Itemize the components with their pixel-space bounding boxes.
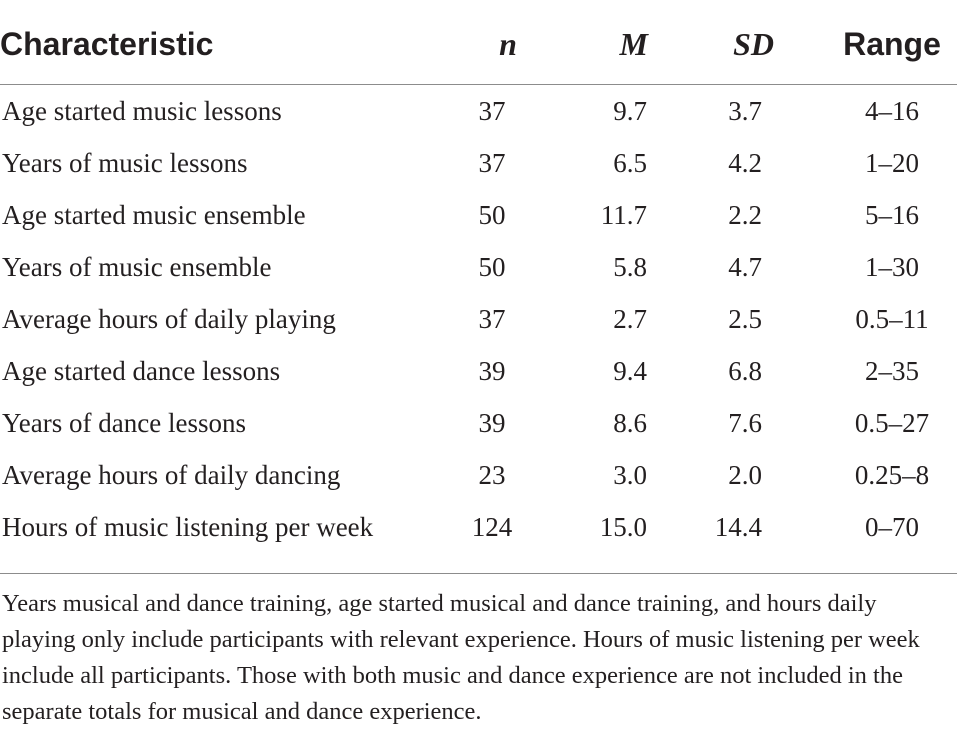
cell-m: 3.0 xyxy=(613,460,647,490)
cell-range: 0.5–27 xyxy=(854,408,930,438)
cell-characteristic: Years of dance lessons xyxy=(2,408,246,438)
table-row xyxy=(0,345,957,397)
cell-characteristic: Average hours of daily playing xyxy=(2,304,336,334)
cell-sd: 14.4 xyxy=(714,512,762,542)
cell-sd: 2.0 xyxy=(728,460,762,490)
cell-range: 5–16 xyxy=(865,200,919,230)
cell-n: 37 xyxy=(478,96,506,126)
table-row xyxy=(0,397,957,449)
cell-n: 23 xyxy=(478,460,506,490)
table-header xyxy=(0,0,957,85)
table-body xyxy=(0,85,957,553)
cell-m: 11.7 xyxy=(600,200,647,230)
table-row xyxy=(0,85,957,137)
table-row xyxy=(0,189,957,241)
cell-m: 9.4 xyxy=(613,356,647,386)
cell-n: 39 xyxy=(478,356,506,386)
table-row xyxy=(0,293,957,345)
cell-characteristic: Years of music ensemble xyxy=(2,252,272,282)
table-footnote: Years musical and dance training, age started musical and dance training, and hours daily playing only include participants with relevant experience. Hours of music listening per week include all participants. Those with both music and dance experience are not included in the separate totals for musical and dance experience. xyxy=(2,590,920,725)
cell-range: 0.5–11 xyxy=(855,304,929,334)
cell-range: 2–35 xyxy=(865,356,919,386)
cell-range: 1–30 xyxy=(865,252,919,282)
cell-characteristic: Age started music ensemble xyxy=(2,200,306,230)
cell-m: 2.7 xyxy=(613,304,647,334)
cell-characteristic: Years of music lessons xyxy=(2,148,248,178)
cell-m: 15.0 xyxy=(599,512,647,542)
table-row xyxy=(0,241,957,293)
cell-n: 50 xyxy=(478,200,506,230)
header-range: Range xyxy=(843,26,941,62)
cell-sd: 2.2 xyxy=(728,200,762,230)
table-bottom-rule xyxy=(0,573,957,574)
header-sd: SD xyxy=(733,26,774,62)
cell-sd: 4.7 xyxy=(728,252,762,282)
cell-range: 0–70 xyxy=(865,512,919,542)
cell-characteristic: Average hours of daily dancing xyxy=(2,460,341,490)
cell-range: 1–20 xyxy=(865,148,919,178)
cell-m: 5.8 xyxy=(613,252,647,282)
cell-sd: 6.8 xyxy=(728,356,762,386)
table-row xyxy=(0,501,957,553)
cell-range: 0.25–8 xyxy=(854,460,930,490)
cell-n: 37 xyxy=(478,304,506,334)
cell-sd: 2.5 xyxy=(728,304,762,334)
header-m: M xyxy=(619,26,648,62)
table-row xyxy=(0,137,957,189)
cell-characteristic: Age started music lessons xyxy=(2,96,282,126)
cell-sd: 7.6 xyxy=(728,408,762,438)
cell-range: 4–16 xyxy=(865,96,919,126)
cell-m: 6.5 xyxy=(613,148,647,178)
table-row xyxy=(0,449,957,501)
cell-n: 37 xyxy=(478,148,506,178)
cell-m: 9.7 xyxy=(613,96,647,126)
header-n: n xyxy=(499,26,517,62)
cell-sd: 4.2 xyxy=(728,148,762,178)
cell-sd: 3.7 xyxy=(728,96,762,126)
cell-m: 8.6 xyxy=(613,408,647,438)
cell-n: 50 xyxy=(478,252,506,282)
cell-characteristic: Hours of music listening per week xyxy=(2,512,374,542)
cell-n: 39 xyxy=(478,408,506,438)
cell-n: 124 xyxy=(471,512,513,542)
cell-characteristic: Age started dance lessons xyxy=(2,356,281,386)
header-characteristic: Characteristic xyxy=(0,26,214,62)
